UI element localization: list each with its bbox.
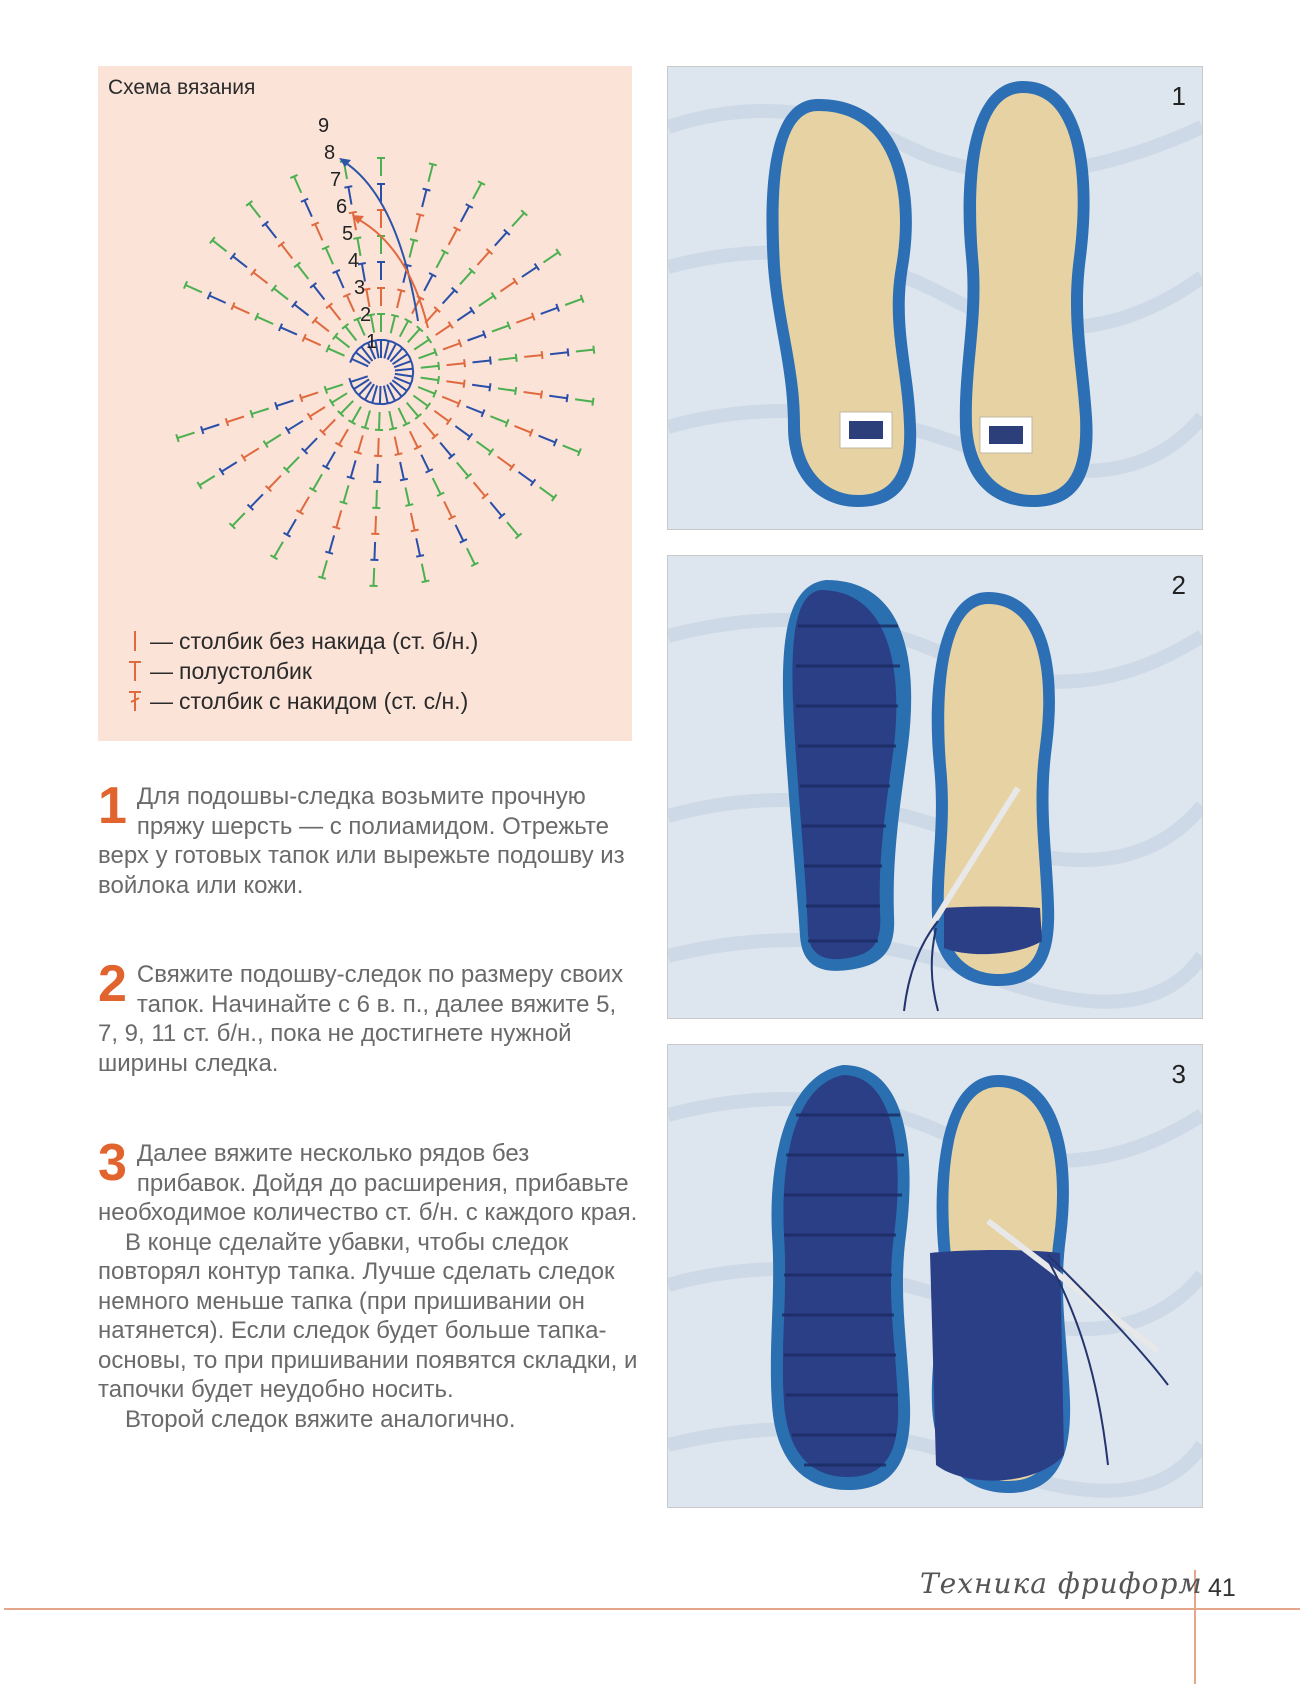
stitch-crossbar <box>457 400 460 407</box>
stitch-mark <box>515 426 532 433</box>
stitch-mark <box>326 248 333 264</box>
stitch-crossbar <box>361 427 369 429</box>
stitch-mark <box>410 431 418 447</box>
stitch-crossbar <box>353 237 361 238</box>
stitch-mark <box>408 329 420 342</box>
stitch-mark <box>498 457 513 468</box>
photo-3 <box>667 1044 1203 1508</box>
stitch-mark <box>352 407 361 423</box>
photo-knitted-sole-illustration <box>668 556 1202 1018</box>
stitch-mark <box>456 525 464 541</box>
stitch-mark <box>378 438 379 456</box>
stitch-mark <box>416 215 420 233</box>
stitch-mark <box>265 224 276 238</box>
stitch-mark <box>422 190 426 207</box>
row-number: 2 <box>360 304 372 326</box>
stitch-crossbar <box>358 263 366 264</box>
stitch-mark <box>436 252 444 268</box>
row-number: 8 <box>324 142 336 164</box>
row-number: 1 <box>366 331 378 353</box>
legend-row <box>126 686 478 716</box>
stitch-crossbar <box>464 359 465 367</box>
legend-row <box>126 656 478 686</box>
stitch-mark <box>575 399 593 402</box>
row-number: 3 <box>354 277 366 299</box>
stitch-crossbar <box>389 428 397 430</box>
photo-number: 1 <box>1171 81 1186 111</box>
stitch-mark <box>332 393 347 403</box>
stitch-crossbar <box>176 434 179 442</box>
stitch-mark <box>512 213 524 226</box>
stitch-mark <box>313 474 322 490</box>
stitch-mark <box>372 386 377 403</box>
stitch-mark <box>410 240 414 258</box>
stitch-mark <box>495 232 507 245</box>
stitch-crossbar <box>349 378 352 386</box>
stitch-mark <box>339 429 348 445</box>
stitch-mark <box>345 326 356 340</box>
legend-label: столбик с накидом (ст. с/н.) <box>179 687 469 714</box>
stitch-crossbar <box>593 346 594 354</box>
stitch-crossbar <box>438 376 439 384</box>
stitch-mark <box>294 177 301 193</box>
step-number: 2 <box>98 955 127 1013</box>
legend-label: полустолбик <box>179 657 312 684</box>
stitch-mark <box>416 538 420 556</box>
stitch-mark <box>576 350 594 352</box>
stitch-mark <box>421 455 429 471</box>
page-number: 41 <box>1208 1574 1236 1602</box>
stitch-mark <box>269 476 282 489</box>
stitch-crossbar <box>581 295 584 303</box>
stitch-mark <box>524 355 542 357</box>
stitch-mark <box>444 501 452 517</box>
stitch-mark <box>374 542 375 560</box>
stitch-mark <box>305 438 318 451</box>
stitch-crossbar <box>592 398 593 406</box>
stitch-mark <box>519 472 534 483</box>
stitch-mark <box>443 290 455 303</box>
step-3 <box>98 1134 638 1434</box>
stitch-crossbar <box>354 452 362 454</box>
stitch-mark <box>395 374 413 377</box>
row-number: 7 <box>330 169 342 191</box>
stitch-crossbar <box>490 357 491 365</box>
stitch-mark <box>400 462 404 480</box>
stitch-mark <box>468 334 485 340</box>
stitch-crossbar <box>250 410 253 418</box>
row-number: 5 <box>342 223 354 245</box>
legend-dash: — <box>150 657 173 684</box>
stitch-mark <box>457 462 469 476</box>
stitch-crossbar <box>515 387 516 395</box>
photo-2 <box>667 555 1203 1019</box>
stitch-mark <box>371 315 374 333</box>
stitch-crossbar <box>483 331 486 339</box>
stitch-mark <box>457 311 472 321</box>
stitch-crossbar <box>464 380 465 388</box>
stitch-mark <box>563 445 580 452</box>
stitch-mark <box>233 256 247 267</box>
stitch-mark <box>433 478 441 494</box>
stitch-mark <box>200 476 215 486</box>
stitch-mark <box>281 244 292 258</box>
slipper-right <box>960 81 1093 507</box>
stitch-mark <box>490 416 507 423</box>
stitch-mark <box>490 502 502 516</box>
stitch-mark <box>212 240 226 251</box>
row-number: 4 <box>348 250 360 272</box>
stitch-rays <box>176 158 594 586</box>
stitch-mark <box>498 358 516 360</box>
stitch-mark <box>178 433 195 439</box>
stitch-mark <box>461 206 470 222</box>
stitch-mark <box>422 564 426 582</box>
stitch-mark <box>335 336 349 347</box>
stitch-crossbar <box>530 429 533 436</box>
stitch-mark <box>395 369 413 371</box>
stitch-mark <box>436 325 451 335</box>
row-numbers <box>318 115 377 353</box>
stitch-mark <box>421 366 439 368</box>
stitch-mark <box>442 397 459 404</box>
stitch-mark <box>300 497 309 513</box>
stitch-mark <box>266 435 281 445</box>
stitch-mark <box>479 296 494 306</box>
stitch-crossbar <box>409 380 412 387</box>
stitch-mark <box>365 411 370 428</box>
stitch-mark <box>389 411 393 429</box>
stitch-crossbar <box>416 555 424 557</box>
stitch-mark <box>348 187 351 205</box>
stitch-mark <box>202 425 219 431</box>
stitch-mark <box>301 392 318 398</box>
stitch-crossbar <box>411 530 419 532</box>
stitch-crossbar <box>384 403 392 405</box>
stitch-mark <box>473 183 482 199</box>
stitch-crossbar <box>410 357 413 365</box>
stitch-mark <box>274 288 288 299</box>
photo-insoles-illustration <box>668 67 1202 529</box>
stitch-mark <box>209 296 225 303</box>
step-2 <box>98 955 638 1078</box>
stitch-mark <box>474 482 486 496</box>
stitch-mark <box>379 412 380 430</box>
stitch-mark <box>274 542 283 558</box>
stitch-mark <box>313 285 324 299</box>
stitch-crossbar <box>344 186 352 187</box>
stitch-mark <box>498 388 516 391</box>
stitch-mark <box>233 306 249 313</box>
step-text-paragraph: Второй следок вяжите аналогично. <box>125 1405 516 1433</box>
stitch-mark <box>541 308 558 314</box>
stitch-mark <box>424 275 432 291</box>
stitch-mark <box>406 487 410 505</box>
stitch-crossbar <box>300 394 302 402</box>
stitch-mark <box>440 443 452 457</box>
stitch-crossbar <box>368 402 376 404</box>
stitch-crossbar <box>422 581 430 583</box>
stitch-crossbar <box>397 290 405 292</box>
step-text-paragraph: В конце сделайте убавки, чтобы следок повторял контур тапка. Лучше сделать следок немного меньше тапка (при пришивании он натянется). Если следок будет больше тапка-основы, то при пришивании появятся складки, и тапочки будет неудобно носить. <box>98 1228 638 1403</box>
stitch-mark <box>477 252 489 265</box>
stitch-mark <box>326 452 335 468</box>
stitch-mark <box>257 317 273 324</box>
stitch-mark <box>455 426 470 437</box>
slipper-right <box>930 1075 1070 1493</box>
stitch-crossbar <box>226 418 229 426</box>
stitch-mark <box>540 487 555 498</box>
stitch-crossbar <box>567 394 568 402</box>
stitch-mark <box>281 327 298 334</box>
stitch-mark <box>253 272 267 283</box>
stitch-mark <box>244 448 259 458</box>
stitch-mark <box>384 386 388 404</box>
stitch-mark <box>310 407 325 417</box>
stitch-crossbar <box>405 504 413 506</box>
stitch-mark <box>419 352 436 358</box>
stitch-mark <box>411 513 415 531</box>
stitch-crossbar <box>400 479 408 481</box>
stitch-crossbar <box>412 365 413 373</box>
photo-number: 2 <box>1171 570 1186 600</box>
stitch-crossbar <box>201 426 203 434</box>
stitch-mark <box>341 401 354 414</box>
stitch-mark <box>397 291 401 309</box>
stitch-mark <box>326 384 343 390</box>
crochet-diagram-panel <box>98 66 632 741</box>
stitch-crossbar <box>410 239 418 241</box>
stitch-mark <box>421 378 439 381</box>
row-number: 6 <box>336 196 348 218</box>
stitch-mark <box>186 285 202 292</box>
stitch-mark <box>418 387 435 394</box>
slipper-right <box>932 592 1055 986</box>
stitch-mark <box>380 386 381 404</box>
stitch-mark <box>304 338 320 345</box>
step-text: Для подошвы-следка возьмите прочную пряжу шерсть — с полиамидом. Отрежьте верх у готовых тапок или вырежьте подошву из войлока или кожи. <box>98 783 625 899</box>
stitch-mark <box>377 464 378 482</box>
stitch-crossbar <box>349 212 357 213</box>
stitch-mark <box>500 281 515 291</box>
stitch-mark <box>507 522 519 536</box>
stitch-mark <box>376 490 377 508</box>
single-crochet-icon <box>126 628 144 654</box>
footer-section-title: Техника фриформ <box>920 1567 1203 1600</box>
knitted-sole <box>783 580 911 971</box>
stitch-mark <box>351 460 356 477</box>
stitch-crossbar <box>433 390 436 397</box>
step-1 <box>98 777 638 900</box>
stitch-crossbar <box>482 410 485 417</box>
stitch-mark <box>276 400 293 406</box>
stitch-mark <box>315 320 329 331</box>
stitch-mark <box>252 409 269 415</box>
stitch-mark <box>227 417 244 423</box>
stitch-mark <box>544 252 559 262</box>
stitch-crossbar <box>459 340 462 348</box>
stitch-mark <box>522 267 537 277</box>
stitch-mark <box>384 341 388 358</box>
stitch-mark <box>539 436 556 443</box>
stitch-mark <box>413 396 428 407</box>
step-number: 3 <box>98 1134 127 1192</box>
stitch-mark <box>375 516 376 534</box>
stitch-crossbar <box>568 348 569 356</box>
stitch-crossbar <box>385 340 393 342</box>
stitch-mark <box>322 560 327 577</box>
stitch-mark <box>336 272 343 289</box>
stitch-mark <box>374 568 375 586</box>
stitch-crossbar <box>541 391 542 399</box>
stitch-mark <box>472 385 490 388</box>
legend-dash: — <box>150 627 173 654</box>
stitch-mark <box>423 423 435 437</box>
stitch-crossbar <box>325 386 328 394</box>
stitch-mark <box>460 271 472 284</box>
stitch-crossbar <box>429 163 437 165</box>
stitch-crossbar <box>516 354 517 362</box>
stitch-mark <box>446 381 464 384</box>
stitch-mark <box>358 435 363 452</box>
stitch-mark <box>287 457 300 470</box>
stitch-mark <box>466 407 483 414</box>
legend <box>126 626 478 716</box>
photo-number: 3 <box>1171 1059 1186 1089</box>
stitch-mark <box>434 411 449 422</box>
stitch-crossbar <box>391 315 399 317</box>
stitch-crossbar <box>395 453 403 455</box>
stitch-mark <box>305 200 312 216</box>
step-text: Свяжите подошву-следок по размеру своих тапок. Начинайте с 6 в. п., далее вяжите 5, 7, 9, 11 ст. б/н., пока не достигнете нужной ширины следка. <box>98 961 624 1077</box>
stitch-crossbar <box>507 322 510 330</box>
stitch-mark <box>329 535 334 552</box>
stitch-mark <box>250 494 263 507</box>
legend-dash: — <box>150 687 173 714</box>
knitted-sole <box>771 1065 910 1490</box>
stitch-mark <box>443 343 460 349</box>
stitch-mark <box>222 462 237 472</box>
stitch-crossbar <box>340 502 348 504</box>
stitch-crossbar <box>333 527 341 529</box>
double-crochet-icon <box>126 688 144 714</box>
footer-divider <box>4 1608 1300 1610</box>
legend-row <box>126 626 478 656</box>
stitch-crossbar <box>434 348 437 356</box>
stitch-mark <box>294 304 308 315</box>
stitch-mark <box>323 420 336 433</box>
half-double-crochet-icon <box>126 658 144 684</box>
stitch-crossbar <box>542 351 543 359</box>
stitch-mark <box>477 441 492 452</box>
stitch-crossbar <box>412 373 413 381</box>
stitch-mark <box>492 326 509 332</box>
stitch-mark <box>524 392 542 395</box>
stitch-mark <box>344 485 349 502</box>
stitch-mark <box>549 396 567 399</box>
stitch-mark <box>288 421 303 431</box>
stitch-mark <box>391 316 395 334</box>
stitch-mark <box>329 306 340 320</box>
legend-label: столбик без накида (ст. б/н.) <box>179 627 479 654</box>
stitch-crossbar <box>275 402 278 410</box>
stitch-mark <box>449 229 458 245</box>
photo-1 <box>667 66 1203 530</box>
diagram-title: Схема вязания <box>108 76 256 99</box>
stitch-crossbar <box>416 214 424 216</box>
stitch-mark <box>407 403 419 417</box>
stitch-mark <box>297 265 308 279</box>
stitch-crossbar <box>347 477 355 479</box>
stitch-mark <box>473 361 491 363</box>
stitch-mark <box>232 513 245 526</box>
stitch-crossbar <box>318 577 326 579</box>
stitch-mark <box>336 510 341 527</box>
stitch-mark <box>395 437 399 455</box>
stitch-crossbar <box>489 383 490 391</box>
stitch-mark <box>428 164 432 181</box>
stitch-mark <box>400 321 408 337</box>
stitch-mark <box>399 408 407 424</box>
stitch-crossbar <box>554 439 557 446</box>
stitch-mark <box>467 548 475 564</box>
stitch-crossbar <box>556 304 559 312</box>
stitch-mark <box>315 224 322 240</box>
stitch-mark <box>414 340 429 350</box>
stitch-mark <box>287 519 296 535</box>
stitch-mark <box>565 299 582 305</box>
stitch-crossbar <box>438 362 439 370</box>
step-number: 1 <box>98 777 127 835</box>
stitch-crossbar <box>532 313 535 321</box>
stitch-mark <box>447 363 465 365</box>
step-text: Далее вяжите несколько рядов без прибавок. Дойдя до расширения, прибавьте необходимое количество ст. б/н. с каждого края. <box>98 1140 638 1226</box>
stitch-crossbar <box>506 419 509 427</box>
stitch-mark <box>328 348 345 355</box>
row-number: 9 <box>318 115 330 137</box>
stitch-mark <box>516 317 533 323</box>
stitch-crossbar <box>578 449 581 456</box>
stitch-crossbar <box>325 552 333 554</box>
photo-sole-shaping-illustration <box>668 1045 1202 1507</box>
stitch-crossbar <box>423 189 431 191</box>
stitch-mark <box>550 352 568 354</box>
stitch-mark <box>249 203 260 217</box>
